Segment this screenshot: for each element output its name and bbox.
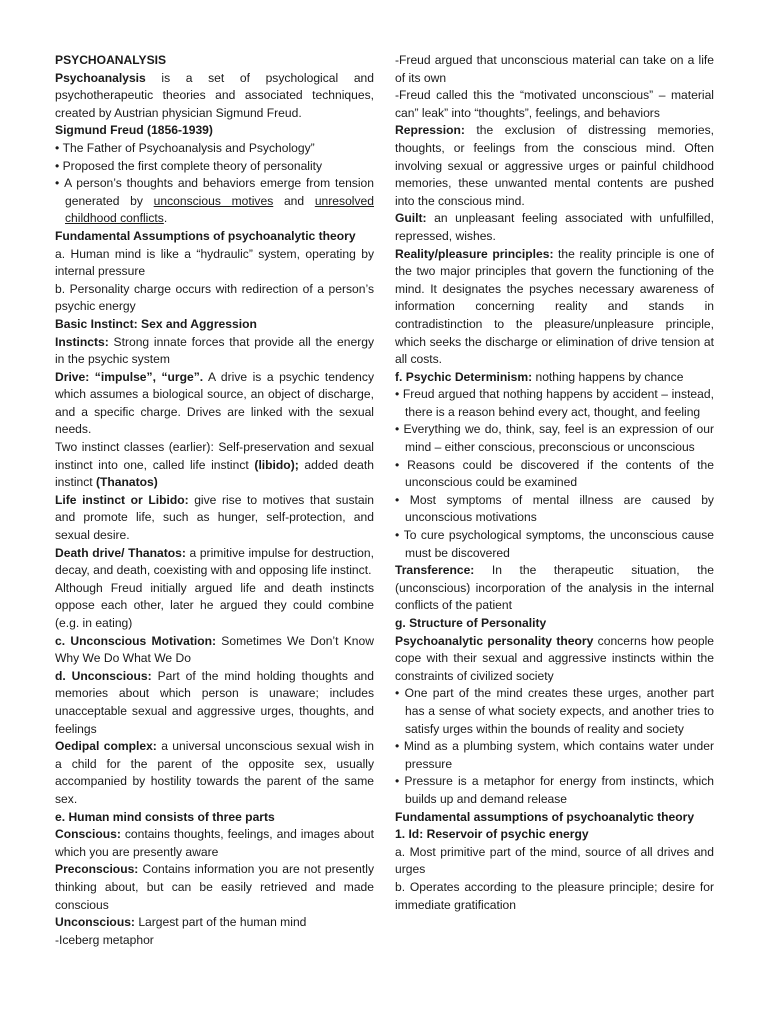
reality-principle-paragraph: Reality/pleasure principles: the reality principle is one of the two major principles that govern the functioning of the mind. It designates the psyches necessary awareness of information concerning reality and stands in contradistinction to the pleasure/unpleasure principle, which seeks the discharge or elimination of drive tension at all costs. <box>395 246 714 367</box>
preconscious-paragraph: Preconscious: Contains information you are not presently thinking about, but can be easily retrieved and made conscious <box>55 862 374 912</box>
repression-paragraph: Repression: the exclusion of distressing memories, thoughts, or feelings from the conscious mind. Often involving sexual or aggressive urges or painful childhood memories, these unwanted mental contents are pushed into the conscious mind. <box>395 123 714 208</box>
instincts-paragraph: Instincts: Strong innate forces that provide all the energy in the psychic system <box>55 334 374 367</box>
id-heading: 1. Id: Reservoir of psychic energy <box>395 827 589 842</box>
unconscious-motivation-paragraph: c. Unconscious Motivation: Sometimes We Don’t Know Why We Do What We Do <box>55 633 374 666</box>
oedipal-paragraph: Oedipal complex: a universal unconscious sexual wish in a child for the parent of the opposite sex, usually accompanied by hostility towards the parent of the same sex. <box>55 739 374 806</box>
fundamental-assumptions-heading: Fundamental Assumptions of psychoanalytic theory <box>55 228 356 243</box>
transference-paragraph: Transference: In the therapeutic situation, the (unconscious) incorporation of the analysis in the internal conflicts of the patient <box>395 563 714 613</box>
life-instinct-paragraph: Life instinct or Libido: give rise to motives that sustain and promote life, such as hunger, self-protection, and sexual desire. <box>55 492 374 543</box>
structure-bullet: • One part of the mind creates these urges, another part has a sense of what society expects, and another tries to satisfy urges within the bounds of reality and society <box>395 685 714 738</box>
instinct-classes-paragraph: Two instinct classes (earlier): Self-preservation and sexual instinct into one, called life instinct (libido); added death instinct (Thanatos) <box>55 440 374 490</box>
although-paragraph: Although Freud initially argued life and death instincts oppose each other, later he argued they could combine (e.g. in eating) <box>55 580 374 630</box>
right-line-1: -Freud argued that unconscious material can take on a life of its own <box>395 53 714 85</box>
right-line-2: -Freud called this the “motivated unconscious” – material can” leak” into “thoughts”, feelings, and behaviors <box>395 88 714 120</box>
assumption-a: a. Human mind is like a “hydraulic” system, operating by internal pressure <box>55 246 374 279</box>
id-point-a: a. Most primitive part of the mind, source of all drives and urges <box>395 844 714 877</box>
left-column <box>55 52 374 949</box>
right-column <box>395 52 714 914</box>
structure-bullet: • Pressure is a metaphor for energy from instincts, which builds up and demand release <box>395 773 714 808</box>
freud-bullet: • The Father of Psychoanalysis and Psychology” <box>55 140 374 158</box>
document-title: PSYCHOANALYSIS <box>55 53 167 67</box>
assumption-b: b. Personality charge occurs with redirection of a person’s psychic energy <box>55 281 374 314</box>
death-drive-paragraph: Death drive/ Thanatos: a primitive impulse for destruction, decay, and death, coexisting with and opposing life instinct. <box>55 545 374 578</box>
freud-bullet: • A person’s thoughts and behaviors emerge from tension generated by unconscious motives and unresolved childhood conflicts. <box>55 175 374 228</box>
unconscious-paragraph: d. Unconscious: Part of the mind holding thoughts and memories about which person is unaware; includes unacceptable sexual and aggressive urges, thoughts, and feelings <box>55 668 374 736</box>
determinism-bullet: • Reasons could be discovered if the contents of the unconscious could be examined <box>395 457 714 492</box>
id-point-b: b. Operates according to the pleasure principle; desire for immediate gratification <box>395 879 714 912</box>
fundamental-assumptions-heading-2: Fundamental assumptions of psychoanalytic theory <box>395 809 695 824</box>
freud-heading: Sigmund Freud (1856-1939) <box>55 123 213 138</box>
determinism-bullet: • Most symptoms of mental illness are caused by unconscious motivations <box>395 492 714 527</box>
structure-heading: g. Structure of Personality <box>395 616 547 630</box>
structure-bullet: • Mind as a plumbing system, which contains water under pressure <box>395 738 714 773</box>
iceberg-line: -Iceberg metaphor <box>55 932 154 947</box>
drive-paragraph: Drive: “impulse”, “urge”. A drive is a psychic tendency which assumes a biological source, an object of discharge, and a specific charge. Drives are linked with the sexual needs. <box>55 369 374 437</box>
personality-theory-paragraph: Psychoanalytic personality theory concerns how people cope with their sexual and aggressive instincts within the constraints of civilized society <box>395 633 714 683</box>
guilt-paragraph: Guilt: an unpleasant feeling associated with unfulfilled, repressed, wishes. <box>395 211 714 243</box>
freud-bullet: • Proposed the first complete theory of personality <box>55 158 374 176</box>
three-parts-heading: e. Human mind consists of three parts <box>55 809 275 824</box>
determinism-bullet: • Everything we do, think, say, feel is an expression of our mind – either conscious, preconscious or unconscious <box>395 421 714 456</box>
psychoanalysis-definition: Psychoanalysis is a set of psychological and psychotherapeutic theories and associated techniques, created by Austrian physician Sigmund Freud. <box>55 70 374 120</box>
conscious-paragraph: Conscious: contains thoughts, feelings, and images about which you are presently aware <box>55 827 374 859</box>
determinism-bullet: • Freud argued that nothing happens by accident – instead, there is a reason behind every act, thought, and feeling <box>395 386 714 421</box>
basic-instinct-heading: Basic Instinct: Sex and Aggression <box>55 316 257 331</box>
psychic-determinism-heading: f. Psychic Determinism: nothing happens by chance <box>395 369 684 384</box>
determinism-bullet: • To cure psychological symptoms, the unconscious cause must be discovered <box>395 527 714 562</box>
unconscious-part-paragraph: Unconscious: Largest part of the human mind <box>55 915 307 930</box>
